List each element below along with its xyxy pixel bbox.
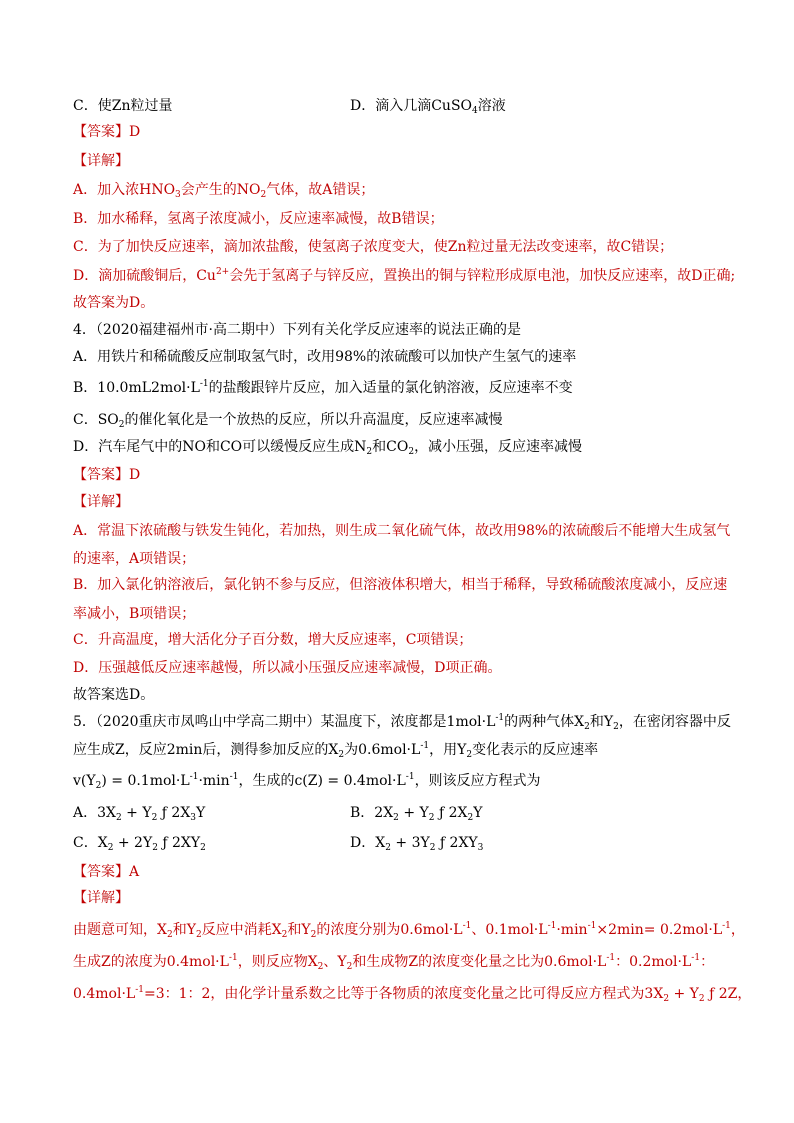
q4-explain-d: D．压强越低反应速率越慢，所以减小压强反应速率减慢，D项正确。 <box>73 660 502 676</box>
q5-option-a: A．$3X_2 + Y_2$ ƒ $2X_3Y$ <box>73 805 206 823</box>
q5-option-c: C．$X_2 + 2Y_2$ ƒ $2XY_2$ <box>73 835 206 853</box>
explanation-label: 【详解】 <box>73 153 129 169</box>
q4-option-c: C．$SO_2$的催化氧化是一个放热的反应，所以升高温度，反应速率减慢 <box>73 412 503 430</box>
q4-option-d: D．汽车尾气中的NO和CO可以缓慢反应生成$N_2$和$CO_2$，减小压强，反应速率减慢 <box>73 439 583 457</box>
explain-a: A．加入浓$HNO_3$会产生的$NO_2$气体，故A错误； <box>73 182 375 200</box>
q4-explain-b-1: B．加入氯化钠溶液后，氯化钠不参与反应，但溶液体积增大，相当于稀释，导致稀硫酸浓度减小，反应速 <box>73 577 728 593</box>
explain-c: C．为了加快反应速率，滴加浓盐酸，使氢离子浓度变大，使Zn粒过量无法改变速率，故C错误； <box>73 239 674 255</box>
q5-answer-label: 【答案】A <box>73 864 140 880</box>
question-5-stem-3: $v(Y_2) = 0.1mol\cdot L^{-1}\cdot\min^{-1}$，生成的$c(Z) = 0.4mol\cdot L^{-1}$，则该反应方程式为 <box>73 772 541 791</box>
q4-explanation-label: 【详解】 <box>73 494 129 510</box>
q4-conclusion: 故答案选D。 <box>73 687 155 703</box>
option-c-line: C．使Zn粒过量 <box>73 98 173 114</box>
explain-b: B．加水稀释，氢离子浓度减小，反应速率减慢，故B错误； <box>73 211 444 227</box>
q4-answer-label: 【答案】D <box>73 467 141 483</box>
answer-conclusion: 故答案为D。 <box>73 295 155 311</box>
q4-option-a: A．用铁片和稀硫酸反应制取氢气时，改用98%的浓硫酸可以加快产生氢气的速率 <box>73 349 577 365</box>
q5-explain-2: 生成Z的浓度为$0.4mol\cdot L^{-1}$，则反应物$X_2$、$Y_2$和生成物Z的浓度变化量之比为$0.6mol\cdot L^{-1}$：$0.2mol\cdot L^{-1}$： <box>73 953 715 972</box>
q4-option-b: B．$10.0mL2mol\cdot L^{-1}$的盐酸跟锌片反应，加入适量的氯化钠溶液，反应速率不变 <box>73 379 573 396</box>
q5-option-d: D．$X_2 + 3Y_2$ ƒ $2XY_3$ <box>350 835 484 853</box>
question-5-stem-2: 应生成Z，反应2min后，测得参加反应的$X_2$为$0.6mol\cdot L^{-1}$，用$Y_2$变化表示的反应速率 <box>73 741 599 760</box>
answer-label: 【答案】D <box>73 124 141 140</box>
question-5-stem-1: 5．（2020重庆市凤鸣山中学高二期中）某温度下，浓度都是$1mol\cdot L^{-1}$的两种气体$X_2$和$Y_2$，在密闭容器中反 <box>73 713 731 732</box>
q4-explain-b-2: 率减小，B项错误； <box>73 606 196 622</box>
q4-explain-a-2: 的速率，A项错误； <box>73 551 196 567</box>
q5-explain-3: $0.4mol\cdot L^{-1}=3$：1：2，由化学计量系数之比等于各物质的浓度变化量之比可得反应方程式为$3X_2 + Y_2$ ƒ 2Z， <box>73 985 752 1004</box>
q4-explain-a-1: A．常温下浓硫酸与铁发生钝化，若加热，则生成二氧化硫气体，故改用98%的浓硫酸后不能增大生成氢气 <box>73 523 731 539</box>
q5-explanation-label: 【详解】 <box>73 890 129 906</box>
q5-explain-1: 由题意可知，$X_2$和$Y_2$反应中消耗$X_2$和$Y_2$的浓度分别为$0.6mol\cdot L^{-1}$、$0.1mol\cdot L^{-1}\cdot\min^{-1}\times 2\min= 0.2mol\cdot L^{-1}$， <box>73 921 745 940</box>
explain-d: D．滴加硫酸铜后，$Cu^{2+}$会先于氢离子与锌反应，置换出的铜与锌粒形成原电池，加快反应速率，故D正确; <box>73 267 736 284</box>
option-d-line: D．滴入几滴CuSO$_4$溶液 <box>350 98 506 116</box>
q4-explain-c: C．升高温度，增大活化分子百分数，增大反应速率，C项错误； <box>73 632 473 648</box>
q5-option-b: B．$2X_2 + Y_2$ ƒ $2X_2Y$ <box>350 805 483 823</box>
question-4-stem: 4．（2020福建福州市·高二期中）下列有关化学反应速率的说法正确的是 <box>73 322 521 338</box>
